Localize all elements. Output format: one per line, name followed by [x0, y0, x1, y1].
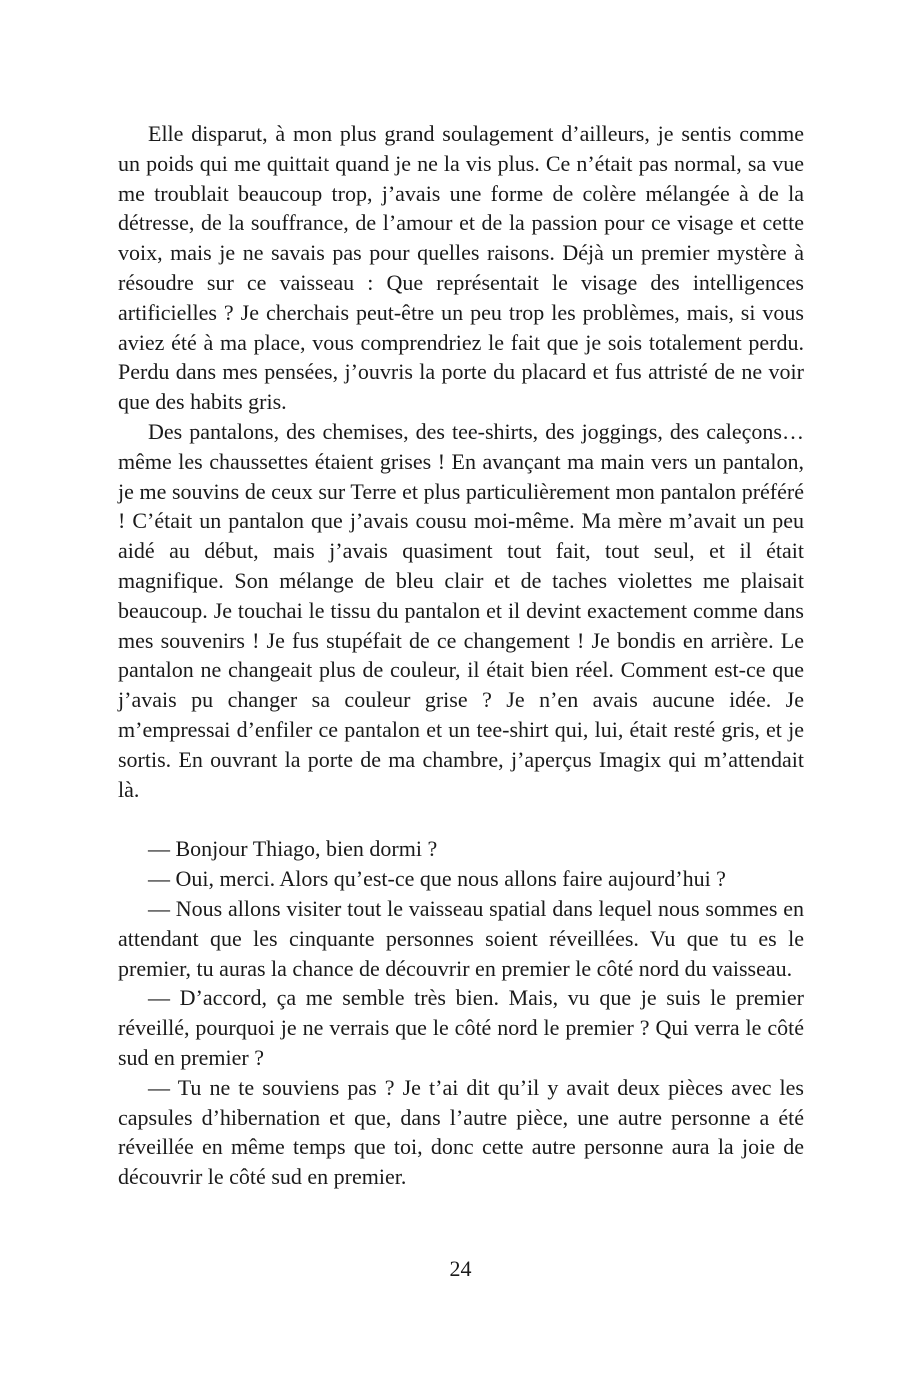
paragraph: Des pantalons, des chemises, des tee-shirts, des joggings, des caleçons… même les chaussettes étaient grises ! En avançant ma main vers un pantalon, je me souvins de ceux sur Terre et plus particulièrement mon pantalon préféré ! C’était un pantalon que j’avais cousu moi-même. Ma mère m’avait un peu aidé au début, mais j’avais quasiment tout fait, tout seul, et il était magnifique. Son mélange de bleu clair et de taches violettes me plaisait beaucoup. Je touchai le tissu du pantalon et il devint exactement comme dans mes souvenirs ! Je fus stupéfait de ce changement ! Je bondis en arrière. Le pantalon ne changeait plus de couleur, il était bien réel. Comment est-ce que j’avais pu changer sa couleur grise ? Je n’en avais aucune idée. Je m’empressai d’enfiler ce pantalon et un tee-shirt qui, lui, était resté gris, et je sortis. En ouvrant la porte de ma chambre, j’aperçus Imagix qui m’attendait là.	[118, 418, 804, 802]
page-number: 24	[449, 1256, 472, 1281]
dialogue-line: — Oui, merci. Alors qu’est-ce que nous allons faire aujourd’hui ?	[148, 866, 726, 892]
paragraph: Elle disparut, à mon plus grand soulagement d’ailleurs, je sentis comme un poids qui me quittait quand je ne la vis plus. Ce n’était pas normal, sa vue me troublait beaucoup trop, j’avais une forme de colère mélangée à de la détresse, de la souffrance, de l’amour et de la passion pour ce visage et cette voix, mais je ne savais pas pour quelles raisons. Déjà un premier mystère à résoudre sur ce vaisseau : Que représentait le visage des intelligences artificielles ? Je cherchais peut-être un peu trop les problèmes, mais, si vous aviez été à ma place, vous comprendriez le fait que je sois totalement perdu. Perdu dans mes pensées, j’ouvris la porte du placard et fus attristé de ne voir que des habits gris.	[118, 121, 804, 415]
dialogue-line: — Nous allons visiter tout le vaisseau spatial dans lequel nous sommes en attendant que les cinquante personnes soient réveillées. Vu que tu es le premier, tu auras la chance de découvrir en premier le côté nord du vaisseau.	[118, 895, 804, 981]
dialogue-line: — D’accord, ça me semble très bien. Mais, vu que je suis le premier réveillé, pourquoi je ne verrais que le côté nord le premier ? Qui verra le côté sud en premier ?	[118, 985, 804, 1070]
page-body-text	[118, 119, 804, 1192]
dialogue-line: — Bonjour Thiago, bien dormi ?	[148, 836, 438, 862]
paragraph-gap	[118, 804, 804, 834]
dialogue-line: — Tu ne te souviens pas ? Je t’ai dit qu’il y avait deux pièces avec les capsules d’hibernation et que, dans l’autre pièce, une autre personne a été réveillée en même temps que toi, donc cette autre personne aura la joie de découvrir le côté sud en premier.	[118, 1074, 804, 1190]
